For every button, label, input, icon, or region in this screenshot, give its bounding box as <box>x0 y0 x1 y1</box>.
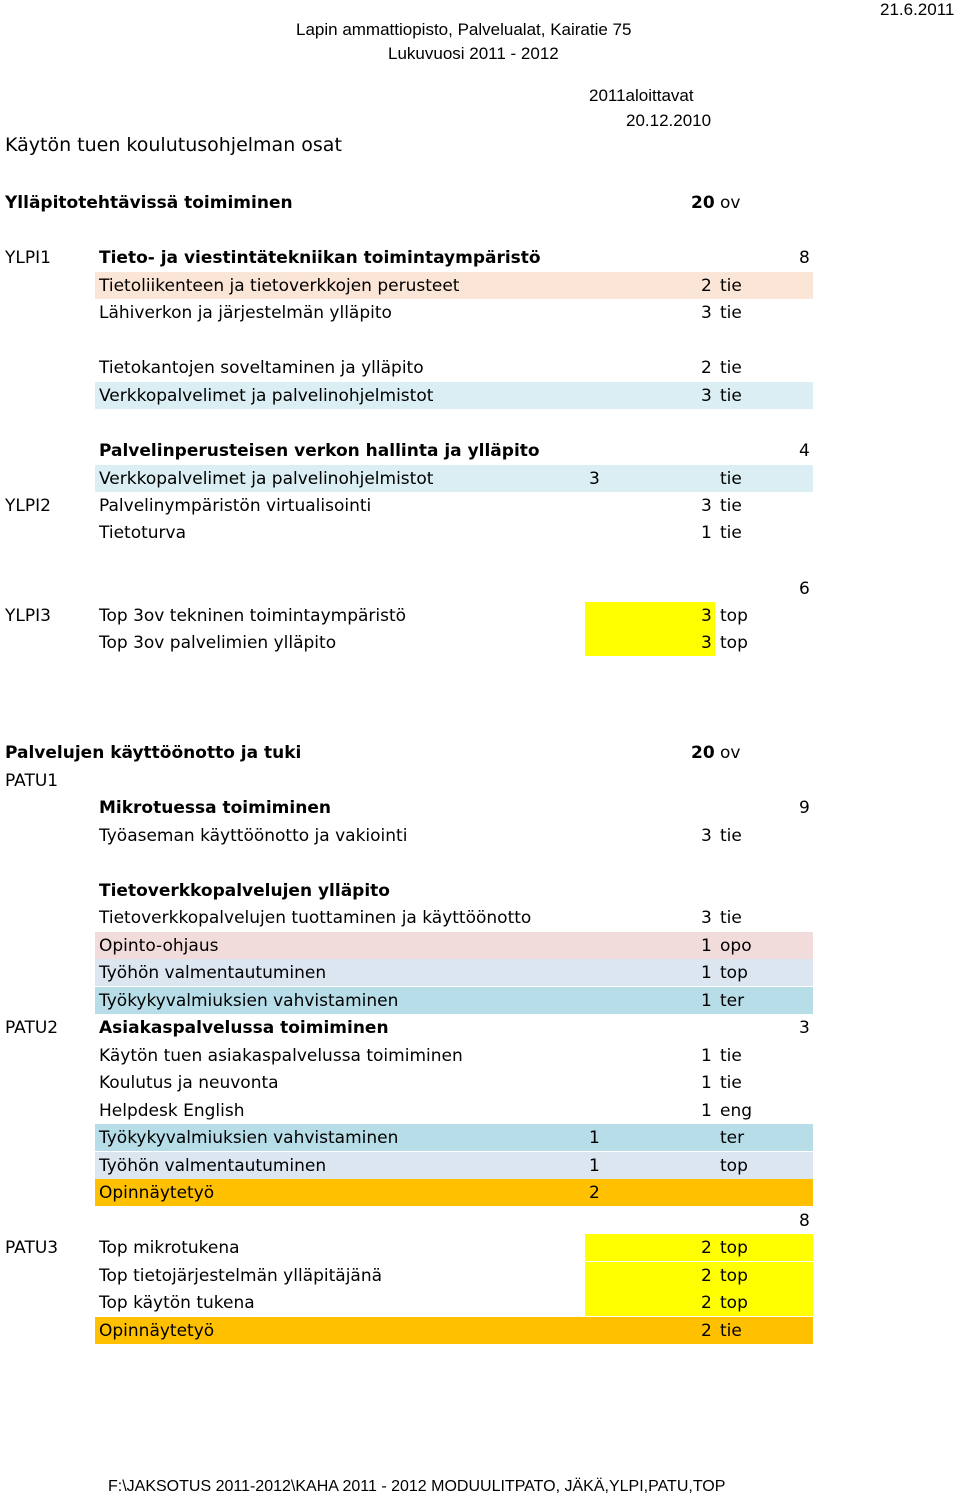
course-type: tie <box>720 469 742 489</box>
course-name: Palvelinympäristön virtualisointi <box>99 496 372 516</box>
course-credits: 3 <box>701 826 712 846</box>
course-credits: 1 <box>701 523 712 543</box>
course-name: Työhön valmentautuminen <box>99 1156 327 1176</box>
course-type: ter <box>720 991 745 1011</box>
course-name: Top tietojärjestelmän ylläpitäjänä <box>99 1266 383 1286</box>
module-title: Tieto- ja viestintätekniikan toimintaympäristö <box>99 248 541 268</box>
course-name: Opinnäytetyö <box>99 1321 215 1341</box>
course-credits: 1 <box>701 936 712 956</box>
course-name: Työkykyvalmiuksien vahvistaminen <box>99 991 399 1011</box>
course-type: tie <box>720 826 742 846</box>
course-credits: 3 <box>701 633 712 653</box>
course-name: Top 3ov tekninen toimintaympäristö <box>99 606 407 626</box>
module-total: 9 <box>799 798 810 818</box>
course-name: Opinnäytetyö <box>99 1183 215 1203</box>
course-type: opo <box>720 936 752 956</box>
module-total: 4 <box>799 441 810 461</box>
module-code: PATU3 <box>5 1238 59 1258</box>
course-credits: 3 <box>589 469 600 489</box>
course-name: Tietoturva <box>99 523 187 543</box>
subsection-title: Tietoverkkopalvelujen ylläpito <box>99 881 390 901</box>
section-ov-unit: ov <box>720 193 741 213</box>
course-name: Käytön tuen asiakaspalvelussa toimiminen <box>99 1046 463 1066</box>
course-credits: 2 <box>701 1293 712 1313</box>
row-band-top-mikrotukena <box>585 1234 813 1261</box>
module-total: 8 <box>799 1211 810 1231</box>
course-name: Lähiverkon ja järjestelmän ylläpito <box>99 303 392 323</box>
course-credits: 3 <box>701 606 712 626</box>
section-title: Palvelujen käyttöönotto ja tuki <box>5 743 302 763</box>
course-credits: 3 <box>701 303 712 323</box>
course-type: tie <box>720 386 742 406</box>
course-name: Työaseman käyttöönotto ja vakiointi <box>99 826 408 846</box>
course-type: tie <box>720 1073 742 1093</box>
section-ov-number: 20 <box>691 193 715 213</box>
row-band-top-palvelimien <box>585 629 715 656</box>
course-type: tie <box>720 303 742 323</box>
start-date: 20.12.2010 <box>626 111 712 130</box>
course-credits: 1 <box>589 1128 600 1148</box>
course-credits: 3 <box>701 386 712 406</box>
footer-path: F:\JAKSOTUS 2011-2012\KAHA 2011 - 2012 MODUULITPATO, JÄKÄ,YLPI,PATU,TOP <box>108 1478 726 1495</box>
course-credits: 2 <box>701 358 712 378</box>
section-ov-unit: ov <box>720 743 741 763</box>
course-name: Top 3ov palvelimien ylläpito <box>99 633 337 653</box>
course-type: tie <box>720 1046 742 1066</box>
course-name: Top mikrotukena <box>99 1238 240 1258</box>
module-title: Palvelinperusteisen verkon hallinta ja ylläpito <box>99 441 540 461</box>
row-band-top-kayton <box>585 1289 813 1316</box>
course-type: eng <box>720 1101 753 1121</box>
module-code: PATU2 <box>5 1018 59 1038</box>
course-type: top <box>720 1238 748 1258</box>
course-type: tie <box>720 908 742 928</box>
school-name: Lapin ammattiopisto, Palvelualat, Kairatie 75 <box>296 20 632 39</box>
section-ov-number: 20 <box>691 743 715 763</box>
course-credits: 1 <box>701 963 712 983</box>
module-title: Mikrotuessa toimiminen <box>99 798 331 818</box>
course-type: top <box>720 633 748 653</box>
module-code: YLPI1 <box>5 248 51 268</box>
course-name: Tietoliikenteen ja tietoverkkojen perusteet <box>99 276 460 296</box>
course-type: top <box>720 1156 748 1176</box>
course-credits: 1 <box>589 1156 600 1176</box>
module-title: Asiakaspalvelussa toimiminen <box>99 1018 389 1038</box>
course-credits: 1 <box>701 1073 712 1093</box>
course-credits: 3 <box>701 496 712 516</box>
course-name: Koulutus ja neuvonta <box>99 1073 279 1093</box>
module-total: 3 <box>799 1018 810 1038</box>
course-credits: 2 <box>589 1183 600 1203</box>
course-name: Top käytön tukena <box>99 1293 255 1313</box>
module-total: 6 <box>799 579 810 599</box>
course-type: ter <box>720 1128 745 1148</box>
course-credits: 2 <box>701 1238 712 1258</box>
course-type: top <box>720 1293 748 1313</box>
course-type: top <box>720 606 748 626</box>
course-name: Työkykyvalmiuksien vahvistaminen <box>99 1128 399 1148</box>
section-title: Ylläpitotehtävissä toimiminen <box>5 193 293 213</box>
course-name: Verkkopalvelimet ja palvelinohjelmistot <box>99 386 434 406</box>
course-type: tie <box>720 523 742 543</box>
course-name: Työhön valmentautuminen <box>99 963 327 983</box>
module-total: 8 <box>799 248 810 268</box>
course-name: Opinto-ohjaus <box>99 936 219 956</box>
course-name: Helpdesk English <box>99 1101 245 1121</box>
course-name: Verkkopalvelimet ja palvelinohjelmistot <box>99 469 434 489</box>
course-type: top <box>720 963 748 983</box>
row-band-top-tietojarjestelma <box>585 1262 813 1289</box>
course-credits: 1 <box>701 1101 712 1121</box>
course-credits: 1 <box>701 991 712 1011</box>
school-year: Lukuvuosi 2011 - 2012 <box>388 44 559 63</box>
row-band-top-tekninen <box>585 602 715 629</box>
course-type: top <box>720 1266 748 1286</box>
course-name: Tietokantojen soveltaminen ja ylläpito <box>99 358 424 378</box>
module-code: PATU1 <box>5 771 59 791</box>
course-name: Tietoverkkopalvelujen tuottaminen ja käyttöönotto <box>99 908 532 928</box>
course-type: tie <box>720 276 742 296</box>
course-credits: 2 <box>701 276 712 296</box>
course-credits: 1 <box>701 1046 712 1066</box>
course-credits: 2 <box>701 1321 712 1341</box>
course-credits: 3 <box>701 908 712 928</box>
course-credits: 2 <box>701 1266 712 1286</box>
module-code: YLPI2 <box>5 496 51 516</box>
header-date: 21.6.2011 <box>880 0 955 19</box>
start-label: 2011aloittavat <box>589 86 694 105</box>
course-type: tie <box>720 358 742 378</box>
course-type: tie <box>720 496 742 516</box>
page-title: Käytön tuen koulutusohjelman osat <box>5 134 342 156</box>
course-type: tie <box>720 1321 742 1341</box>
module-code: YLPI3 <box>5 606 51 626</box>
